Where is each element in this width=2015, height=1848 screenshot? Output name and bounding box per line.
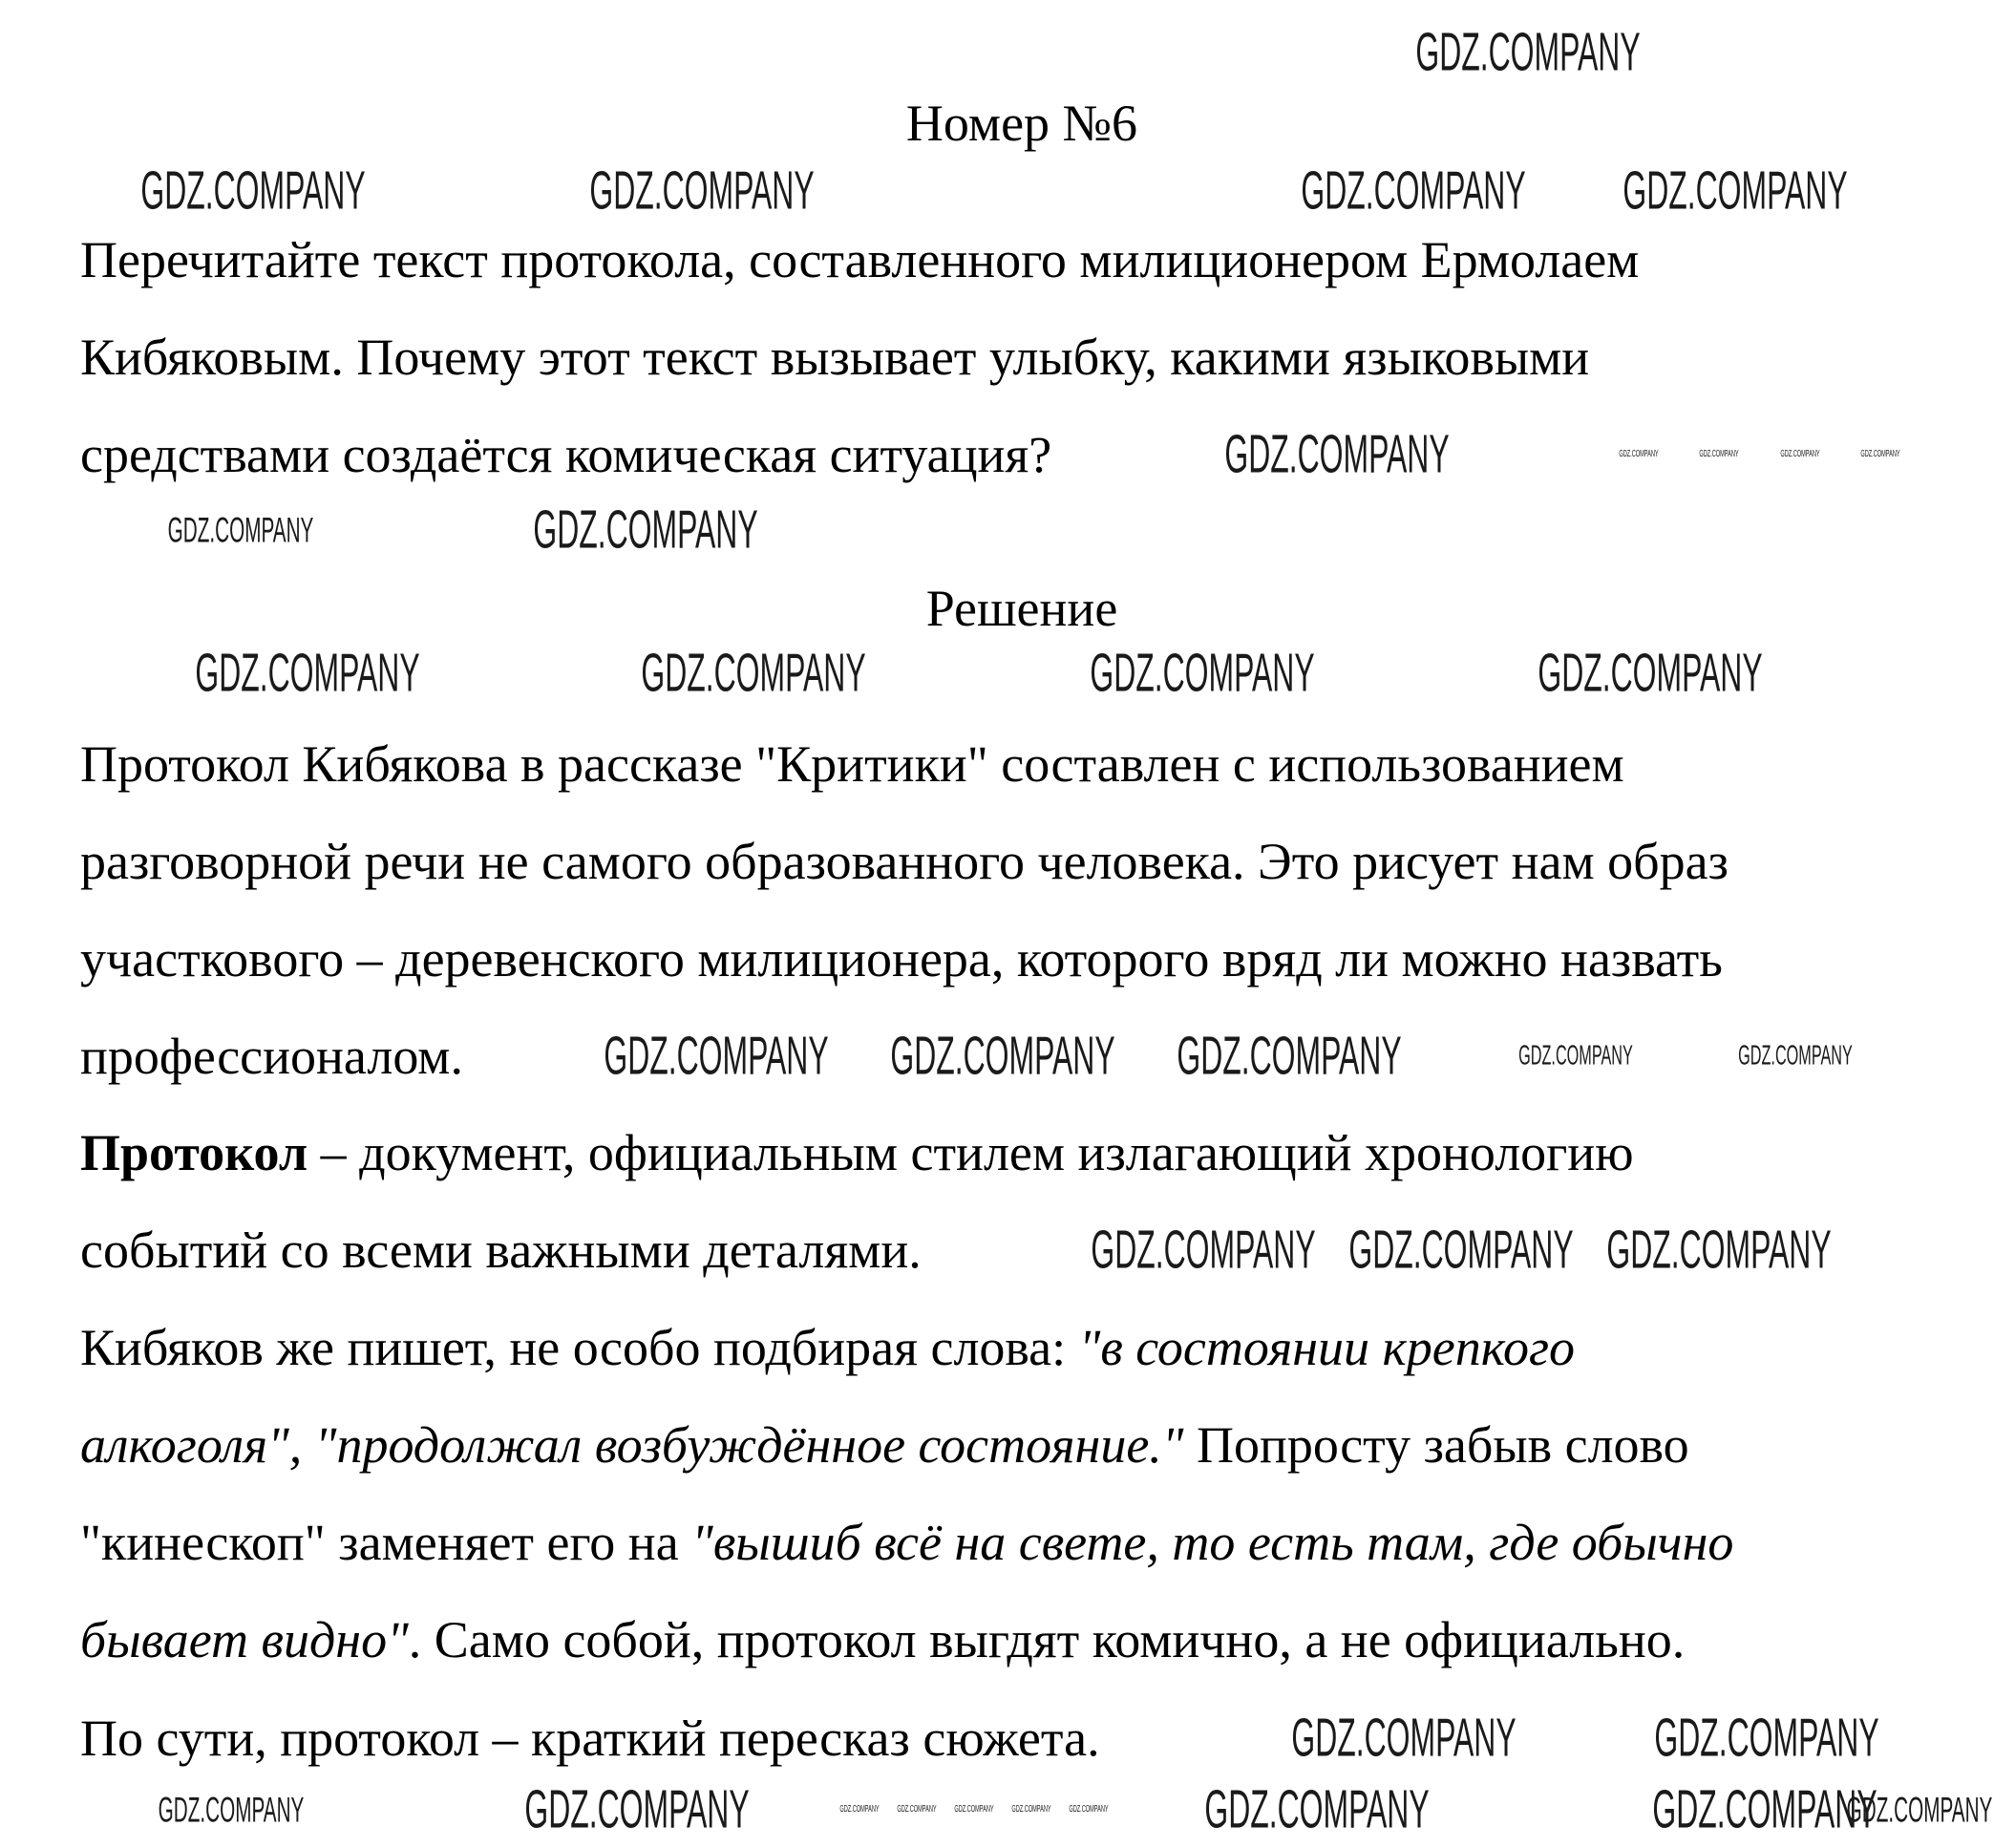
watermark: GDZ.COMPANY [1606,1219,1832,1281]
watermark: GDZ.COMPANY [1204,1778,1430,1840]
question-line-2: Кибяковым. Почему этот текст вызывает улыбку, какими языковыми [80,329,1590,386]
watermark: GDZ.COMPANY [890,1025,1115,1087]
watermark: GDZ.COMPANY [641,642,866,704]
watermark: GDZ.COMPANY [167,510,314,550]
plain-text: Попросту забыв слово [1183,1416,1689,1474]
watermark: GDZ.COMPANY [1348,1219,1574,1281]
watermark: GDZ.COMPANY [1738,1040,1853,1072]
plain-text: . Само собой, протокол выгдят комично, а не официально. [408,1611,1686,1668]
question-line-3: средствами создаётся комическая ситуация? [80,426,1052,483]
answer-line-4: профессионалом. [80,1028,463,1085]
definition-text: – документ, официальным стилем излагающий хронологию [308,1124,1634,1181]
watermark: GDZ.COMPANY [1846,1790,1993,1830]
page-title: Номер №6 [905,95,1138,152]
watermark: GDZ.COMPANY [589,159,815,222]
watermark: GDZ.COMPANY [1291,1707,1517,1769]
watermark: GDZ.COMPANY [1415,21,1641,83]
watermark: GDZ.COMPANY [1699,449,1739,459]
answer-line-9 [80,1512,1733,1573]
watermark: GDZ.COMPANY [1652,1778,1877,1840]
watermark: GDZ.COMPANY [897,1804,937,1815]
watermark: GDZ.COMPANY [1090,642,1315,704]
answer-line-10 [80,1609,1685,1670]
watermark: GDZ.COMPANY [524,1778,750,1840]
question-line-1: Перечитайте текст протокола, составленного милиционером Ермолаем [80,231,1640,288]
quote-italic: алкоголя", "продолжал возбуждённое состояние." [80,1416,1184,1474]
watermark: GDZ.COMPANY [1538,642,1763,704]
watermark: GDZ.COMPANY [839,1804,880,1815]
plain-text: "кинескоп" заменяет его на [80,1514,692,1571]
answer-line-1: Протокол Кибякова в рассказе "Критики" составлен с использованием [80,735,1624,793]
answer-line-6: событий со всеми важными деталями. [80,1221,922,1279]
watermark: GDZ.COMPANY [1654,1707,1879,1769]
quote-italic: "в состоянии крепкого [1078,1319,1576,1376]
watermark: GDZ.COMPANY [1619,449,1659,459]
watermark: GDZ.COMPANY [158,1790,305,1830]
watermark: GDZ.COMPANY [1860,449,1900,459]
plain-text: Кибяков же пишет, не особо подбирая слова: [80,1319,1079,1376]
watermark: GDZ.COMPANY [140,159,366,222]
watermark: GDZ.COMPANY [1091,1219,1316,1281]
quote-italic: "вышиб всё на свете, то есть там, где обычно [691,1514,1734,1571]
watermark: GDZ.COMPANY [1224,423,1450,485]
watermark: GDZ.COMPANY [1780,449,1820,459]
watermark: GDZ.COMPANY [195,642,420,704]
watermark: GDZ.COMPANY [533,499,758,561]
watermark: GDZ.COMPANY [1301,159,1526,222]
watermark: GDZ.COMPANY [1011,1804,1051,1815]
quote-italic: бывает видно" [80,1611,409,1668]
watermark: GDZ.COMPANY [1623,159,1848,222]
watermark: GDZ.COMPANY [1518,1040,1633,1072]
solution-heading: Решение [925,580,1118,637]
watermark: GDZ.COMPANY [1069,1804,1109,1815]
answer-line-2: разговорной речи не самого образованного человека. Это рисует нам образ [80,833,1729,890]
answer-line-3: участкового – деревенского милиционера, которого вряд ли можно назвать [80,930,1723,988]
watermark: GDZ.COMPANY [954,1804,994,1815]
answer-line-5 [80,1122,1634,1183]
answer-line-11: По сути, протокол – краткий пересказ сюжета. [80,1710,1100,1767]
watermark: GDZ.COMPANY [604,1025,829,1087]
answer-line-7 [80,1317,1575,1378]
answer-line-8 [80,1414,1689,1476]
term-bold: Протокол [80,1124,308,1181]
watermark: GDZ.COMPANY [1177,1025,1402,1087]
